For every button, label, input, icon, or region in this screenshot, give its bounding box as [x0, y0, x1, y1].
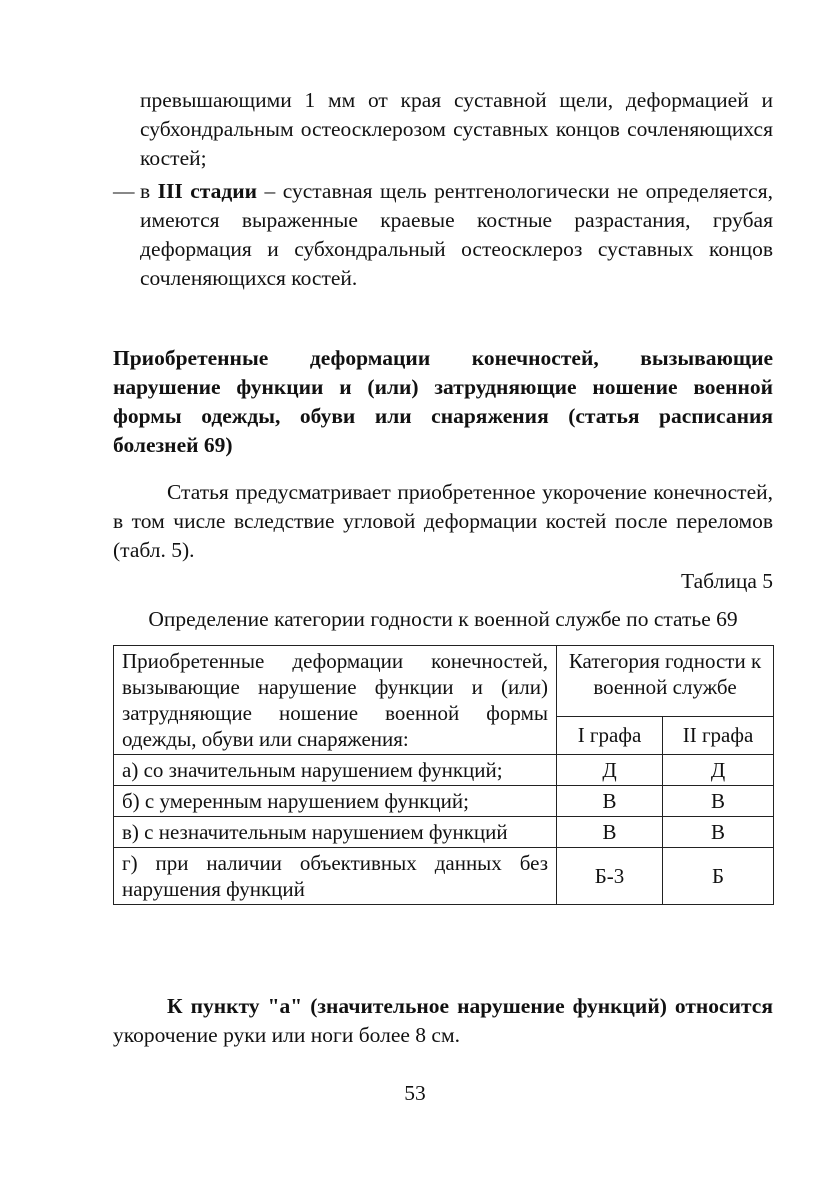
stage-3-list-item	[113, 177, 773, 293]
page-number: 53	[404, 1081, 426, 1105]
table-cell-col1: Б-3	[557, 848, 663, 905]
table-row-label: б) с умеренным нарушением функций;	[114, 786, 557, 817]
table-cell-col1: В	[557, 786, 663, 817]
table-row	[114, 786, 774, 817]
clause-a-note	[113, 992, 773, 1050]
table-cell-col2: Д	[663, 755, 774, 786]
table-cell-col2: Б	[663, 848, 774, 905]
table-row-label: в) с незначительным нарушением функций	[114, 817, 557, 848]
table-cell-col1: Д	[557, 755, 663, 786]
table-header-deformations: Приобретенные деформации конечностей, вызывающие нарушение функции и (или) затрудняющие ношение военной формы одежды, обуви или снаряжения:	[114, 646, 557, 755]
table-header-col2: II графа	[663, 716, 774, 754]
clause-a-note-text: укорочение руки или ноги более 8 см.	[113, 1023, 460, 1047]
table-label: Таблица 5	[681, 569, 773, 593]
stage-2-continuation: превышающими 1 мм от края суставной щели, деформацией и субхондральным остеосклерозом суставных концов сочленяющихся костей;	[140, 88, 773, 170]
table-header-category: Категория годности к военной службе	[557, 646, 774, 717]
stage-3-prefix: в	[140, 179, 158, 203]
table-row-label: г) при наличии объективных данных без нарушения функций	[114, 848, 557, 905]
fitness-category-table	[113, 645, 774, 905]
section-heading	[113, 344, 773, 460]
stage-3-description: – суставная щель рентгенологически не определяется, имеются выраженные краевые костные разрастания, грубая деформация и субхондральный остеосклероз суставных концов сочленяющихся костей.	[140, 179, 773, 290]
table-cell-col1: В	[557, 817, 663, 848]
table-row	[114, 817, 774, 848]
table-row-label: а) со значительным нарушением функций;	[114, 755, 557, 786]
table-header-col1: I графа	[557, 716, 663, 754]
stage-3-label: III стадии	[157, 179, 257, 203]
table-row	[114, 755, 774, 786]
table-header-row	[114, 646, 774, 717]
table-row	[114, 848, 774, 905]
stage-3-text	[140, 177, 773, 293]
section-heading-text: Приобретенные деформации конечностей, вызывающие нарушение функции и (или) затрудняющие ношение военной формы одежды, обуви или снаряжения (статья расписания болезней 69)	[113, 346, 773, 457]
table-caption: Определение категории годности к военной службе по статье 69	[148, 607, 738, 631]
clause-a-note-bold: К пункту "а" (значительное нарушение функций) относится	[167, 994, 773, 1018]
table-cell-col2: В	[663, 817, 774, 848]
table-cell-col2: В	[663, 786, 774, 817]
intro-paragraph: Статья предусматривает приобретенное укорочение конечностей, в том числе вследствие угловой деформации костей после переломов (табл. 5).	[113, 480, 773, 562]
list-dash: —	[113, 179, 135, 203]
